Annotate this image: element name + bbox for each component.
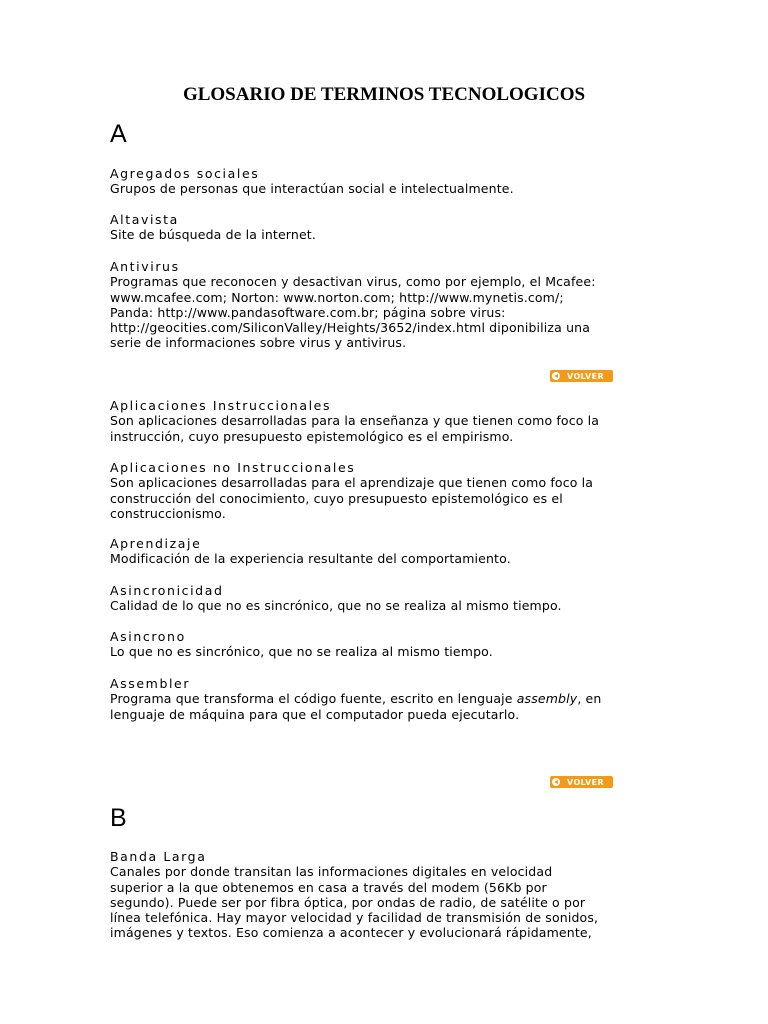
glossary-entry (110, 676, 630, 722)
glossary-entry (110, 212, 630, 243)
entry-definition (110, 691, 630, 706)
entry-definition: línea telefónica. Hay mayor velocidad y facilidad de transmisión de sonidos, (110, 910, 599, 926)
entry-term: Asincronicidad (110, 583, 224, 598)
entry-term: Banda Larga (110, 849, 207, 864)
glossary-entry (110, 166, 630, 197)
entry-term: Aplicaciones Instruccionales (110, 398, 332, 413)
entry-definition: Son aplicaciones desarrolladas para el aprendizaje que tienen como foco la (110, 475, 594, 491)
glossary-entry (110, 629, 630, 660)
section-letter-b: B (110, 804, 127, 832)
entry-term: Aplicaciones no Instruccionales (110, 460, 356, 475)
volver-label: VOLVER (567, 777, 605, 787)
entry-definition: instrucción, cuyo presupuesto epistemológico es el empirismo. (110, 428, 514, 444)
entry-definition: superior a la que obtenemos en casa a través del modem (56Kb por (110, 879, 547, 895)
entry-definition: Canales por donde transitan las informaciones digitales en velocidad (110, 864, 553, 880)
definition-emphasis: assembly (516, 691, 578, 707)
glossary-entry (110, 849, 630, 941)
definition-text: , en (577, 691, 602, 707)
entry-term: Asincrono (110, 629, 186, 644)
entry-definition: Site de búsqueda de la internet. (110, 227, 316, 243)
entry-term: Altavista (110, 212, 179, 227)
glossary-entry (110, 398, 630, 444)
entry-definition: Calidad de lo que no es sincrónico, que no se realiza al mismo tiempo. (110, 598, 562, 614)
entry-definition: construcción del conocimiento, cuyo presupuesto epistemológico es el (110, 490, 563, 506)
glossary-entry (110, 536, 630, 567)
entry-definition: Lo que no es sincrónico, que no se realiza al mismo tiempo. (110, 644, 493, 660)
definition-text: Programa que transforma el código fuente, escrito en lenguaje (110, 691, 517, 707)
entry-definition: Grupos de personas que interactúan social e intelectualmente. (110, 181, 514, 197)
entry-term: Antivirus (110, 259, 180, 274)
page-title: GLOSARIO DE TERMINOS TECNOLOGICOS (182, 84, 586, 105)
section-letter-a: A (110, 120, 127, 148)
entry-definition: Son aplicaciones desarrolladas para la enseñanza y que tienen como foco la (110, 413, 600, 429)
back-arrow-icon (552, 372, 560, 380)
entry-term: Agregados sociales (110, 166, 260, 181)
glossary-entry (110, 460, 630, 521)
entry-definition: Programas que reconocen y desactivan virus, como por ejemplo, el Mcafee: (110, 274, 596, 290)
entry-definition: segundo). Puede ser por fibra óptica, por ondas de radio, de satélite o por (110, 894, 586, 910)
entry-definition: Panda: http://www.pandasoftware.com.br; página sobre virus: (110, 304, 506, 320)
entry-term: Aprendizaje (110, 536, 202, 551)
volver-button[interactable] (550, 370, 613, 382)
volver-button[interactable] (550, 776, 613, 788)
back-arrow-icon (552, 778, 560, 786)
entry-definition: serie de informaciones sobre virus y antivirus. (110, 335, 407, 351)
entry-definition: www.mcafee.com; Norton: www.norton.com; http://www.mynetis.com/; (110, 289, 564, 305)
volver-label: VOLVER (567, 371, 605, 381)
entry-definition: Modificación de la experiencia resultante del comportamiento. (110, 551, 511, 567)
entry-definition: http://geocities.com/SiliconValley/Heights/3652/index.html diponibiliza una (110, 320, 591, 336)
entry-term: Assembler (110, 676, 191, 691)
glossary-entry (110, 583, 630, 614)
glossary-entry (110, 259, 630, 351)
entry-definition: construccionismo. (110, 505, 226, 521)
entry-definition: imágenes y textos. Eso comienza a acontecer y evolucionará rápidamente, (110, 925, 592, 941)
entry-definition: lenguaje de máquina para que el computador pueda ejecutarlo. (110, 706, 520, 722)
